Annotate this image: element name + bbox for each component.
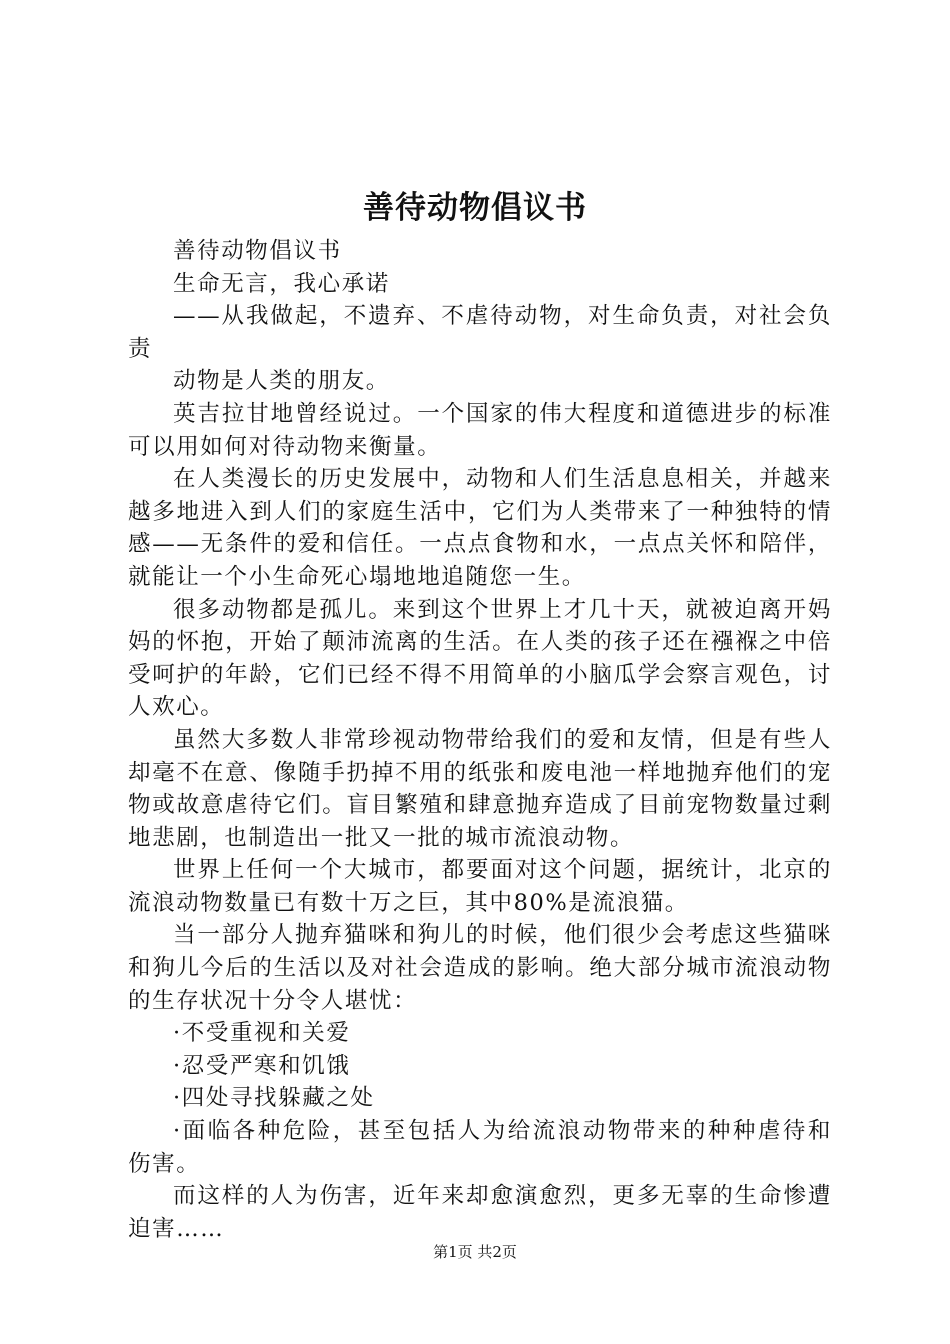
bullet-item: ·面临各种危险，甚至包括人为给流浪动物带来的种种虐待和伤害。 [128, 1118, 832, 1177]
paragraph: 而这样的人为伤害，近年来却愈演愈烈，更多无辜的生命惨遭迫害…… [128, 1183, 832, 1242]
bullet-item: ·忍受严寒和饥饿 [173, 1052, 351, 1079]
bullet-item: ·四处寻找躲藏之处 [173, 1085, 375, 1112]
page-number-footer: 第1页 共2页 [433, 1243, 517, 1261]
paragraph: 善待动物倡议书 [173, 238, 342, 264]
document-title: 善待动物倡议书 [363, 190, 587, 226]
paragraph: 虽然大多数人非常珍视动物带给我们的爱和友情，但是有些人却毫不在意、像随手扔掉不用的纸张和废电池一样地抛弃他们的宠物或故意虐待它们。盲目繁殖和肆意抛弃造成了目前宠物数量过剩地悲剧，也制造出一批又一批的城市流浪动物。 [128, 726, 832, 851]
paragraph: 很多动物都是孤儿。来到这个世界上才几十天，就被迫离开妈妈的怀抱，开始了颠沛流离的生活。在人类的孩子还在襁褓之中倍受呵护的年龄，它们已经不得不用简单的小脑瓜学会察言观色，讨人欢心。 [128, 596, 832, 721]
bullet-item: ·不受重视和关爱 [173, 1020, 351, 1047]
paragraph: ——从我做起，不遗弃、不虐待动物，对生命负责，对社会负责 [128, 303, 832, 362]
document-body [128, 235, 832, 1245]
paragraph: 生命无言，我心承诺 [173, 270, 390, 297]
paragraph: 英吉拉甘地曾经说过。一个国家的伟大程度和道德进步的标准可以用如何对待动物来衡量。 [128, 400, 832, 460]
paragraph: 世界上任何一个大城市，都要面对这个问题，据统计，北京的流浪动物数量已有数十万之巨，其中80%是流浪猫。 [128, 857, 832, 916]
paragraph: 动物是人类的朋友。 [173, 368, 390, 395]
paragraph: 当一部分人抛弃猫咪和狗儿的时候，他们很少会考虑这些猫咪和狗儿今后的生活以及对社会造成的影响。绝大部分城市流浪动物的生存状况十分令人堪忧： [128, 922, 832, 1014]
paragraph: 在人类漫长的历史发展中，动物和人们生活息息相关，并越来越多地进入到人们的家庭生活中，它们为人类带来了一种独特的情感——无条件的爱和信任。一点点食物和水，一点点关怀和陪伴，就能让一个小生命死心塌地地追随您一生。 [128, 466, 832, 590]
